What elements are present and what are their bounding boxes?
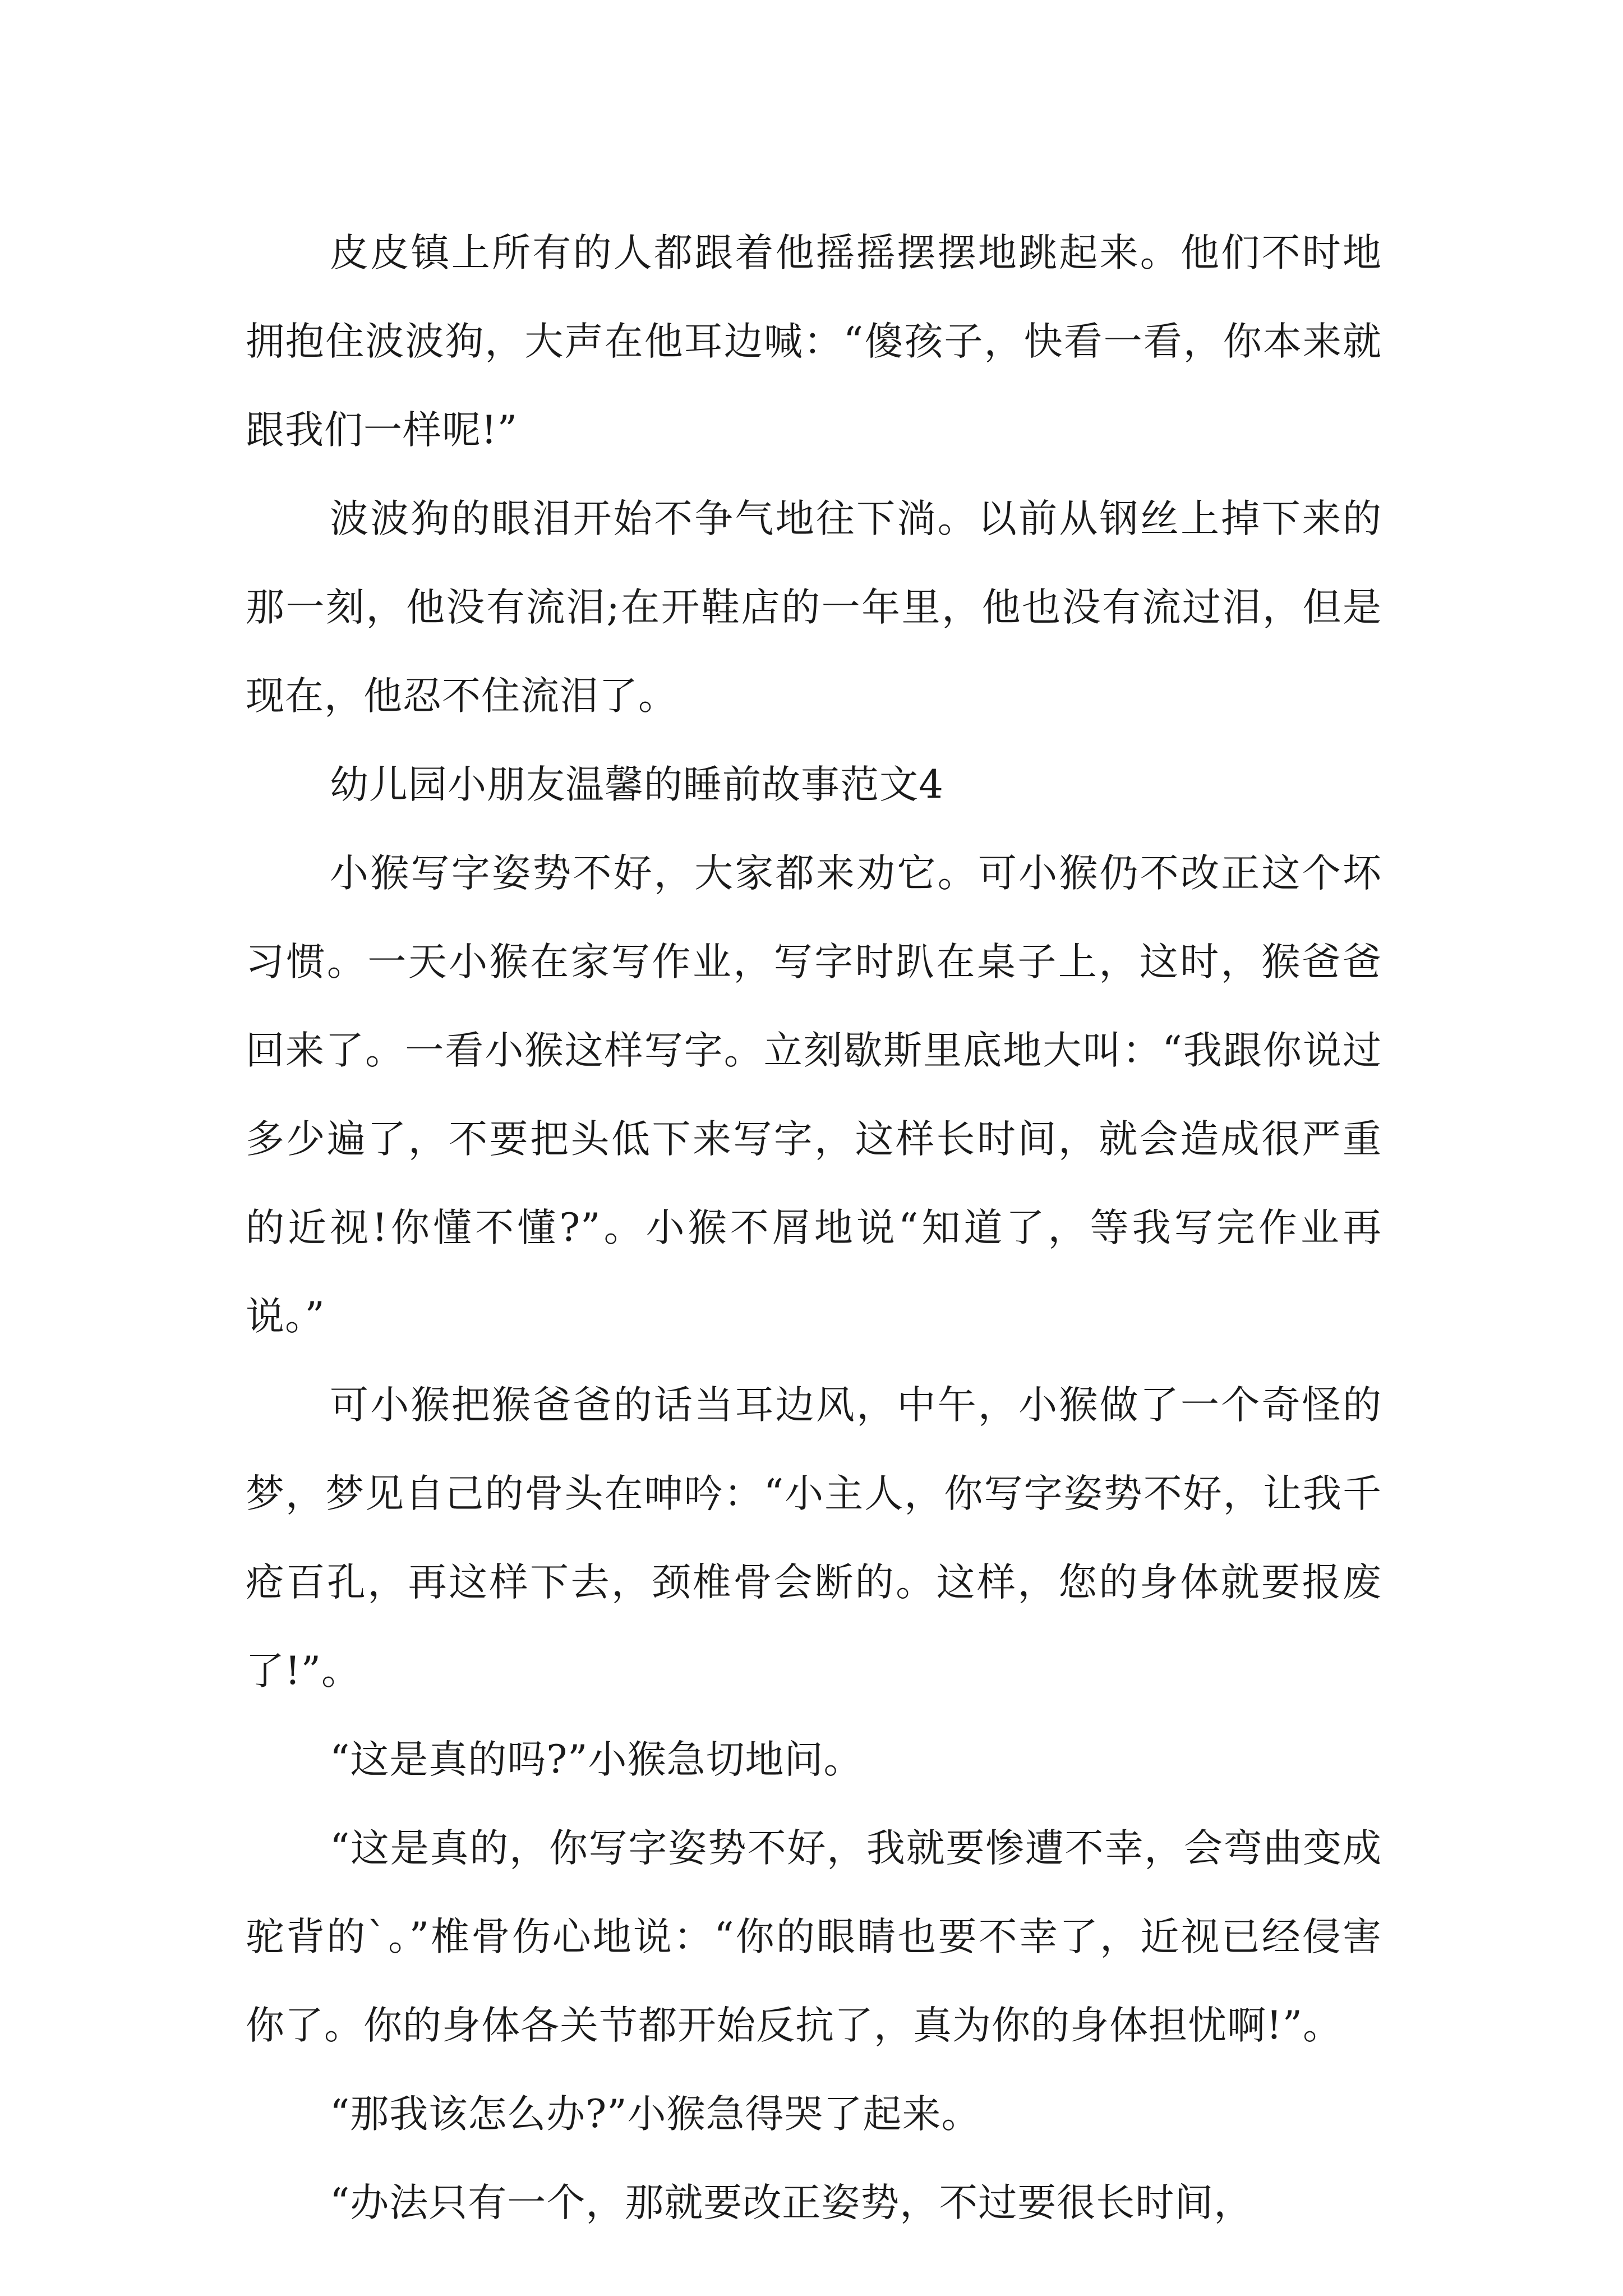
document-body bbox=[246, 209, 1382, 2247]
section-heading: 幼儿园小朋友温馨的睡前故事范文4 bbox=[330, 762, 944, 807]
paragraph-6: “这是真的，你写字姿势不好，我就要惨遭不幸，会弯曲变成驼背的`。”椎骨伤心地说：“你的眼睛也要不幸了，近视已经侵害你了。你的身体各关节都开始反抗了，真为你的身体担忧啊!”。 bbox=[246, 1826, 1382, 2048]
paragraph-3: 小猴写字姿势不好，大家都来劝它。可小猴仍不改正这个坏习惯。一天小猴在家写作业，写字时趴在桌子上，这时，猴爸爸回来了。一看小猴这样写字。立刻歇斯里底地大叫：“我跟你说过多少遍了，不要把头低下来写字，这样长时间，就会造成很严重的近视!你懂不懂?”。小猴不屑地说“知道了，等我写完作业再说。” bbox=[246, 851, 1382, 1339]
paragraph-5: “这是真的吗?”小猴急切地问。 bbox=[330, 1737, 863, 1782]
paragraph-8: “办法只有一个，那就要改正姿势，不过要很长时间， bbox=[330, 2180, 1253, 2225]
paragraph-2: 波波狗的眼泪开始不争气地往下淌。以前从钢丝上掉下来的那一刻，他没有流泪;在开鞋店的一年里，他也没有流过泪，但是现在，他忍不住流泪了。 bbox=[246, 496, 1382, 719]
paragraph-7: “那我该怎么办?”小猴急得哭了起来。 bbox=[330, 2092, 981, 2137]
paragraph-1: 皮皮镇上所有的人都跟着他摇摇摆摆地跳起来。他们不时地拥抱住波波狗，大声在他耳边喊：“傻孩子，快看一看，你本来就跟我们一样呢!” bbox=[246, 231, 1382, 453]
paragraph-4: 可小猴把猴爸爸的话当耳边风，中午，小猴做了一个奇怪的梦，梦见自己的骨头在呻吟：“小主人，你写字姿势不好，让我千疮百孔，再这样下去，颈椎骨会断的。这样，您的身体就要报废了!”。 bbox=[246, 1383, 1382, 1694]
